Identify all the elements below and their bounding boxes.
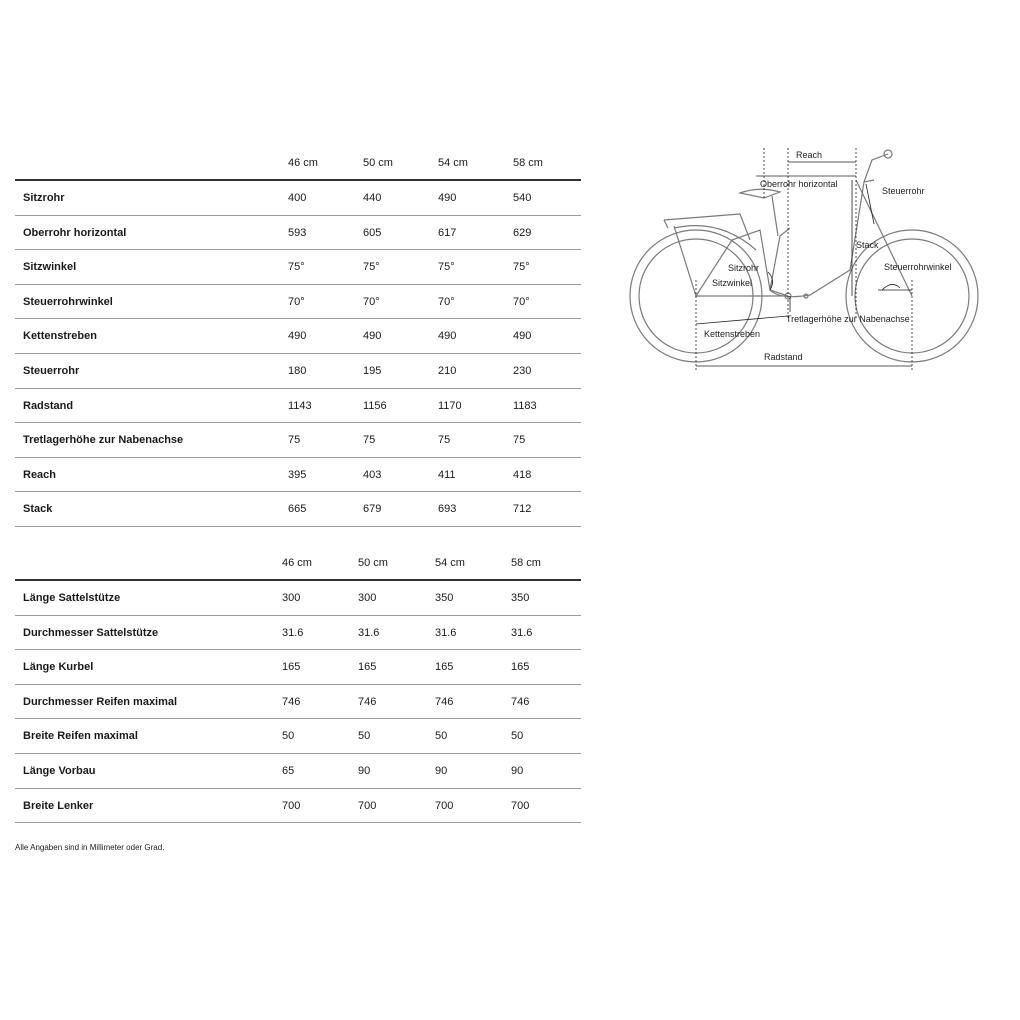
- cell-value: 165: [358, 661, 377, 674]
- cell-value: 180: [288, 364, 307, 377]
- cell-value: 31.6: [358, 626, 380, 639]
- label-steuerrohr: Steuerrohr: [882, 186, 925, 196]
- cell-value: 70°: [288, 295, 305, 308]
- cell-value: 629: [513, 226, 532, 239]
- cell-value: 50: [511, 730, 524, 743]
- table-row: [15, 789, 581, 824]
- footnote: Alle Angaben sind in Millimeter oder Grad.: [15, 843, 165, 852]
- table-row: [15, 216, 581, 251]
- cell-value: 395: [288, 468, 307, 481]
- label-steuerrohrwinkel: Steuerrohrwinkel: [884, 262, 952, 272]
- table-row: [15, 581, 581, 616]
- cell-value: 50: [435, 730, 448, 743]
- rear-fender: [674, 226, 756, 250]
- col-header-46: 46 cm: [282, 557, 312, 569]
- cell-value: 411: [438, 468, 456, 481]
- cell-value: 31.6: [511, 626, 533, 639]
- cell-value: 90: [511, 764, 524, 777]
- row-label: Durchmesser Sattelstütze: [23, 626, 159, 639]
- table-header: [15, 553, 581, 579]
- steuerrohrwinkel-arc: [882, 284, 900, 290]
- cell-value: 490: [438, 192, 457, 204]
- cell-value: 440: [363, 192, 382, 204]
- cell-value: 230: [513, 364, 532, 377]
- table-row: [15, 685, 581, 720]
- cell-value: 75°: [438, 261, 455, 274]
- table-row: [15, 754, 581, 789]
- cell-value: 490: [363, 330, 382, 343]
- label-tretlager: Tretlagerhöhe zur Nabenachse: [786, 314, 910, 324]
- row-label: Breite Reifen maximal: [23, 730, 138, 743]
- row-label: Sitzwinkel: [23, 261, 77, 274]
- cell-value: 90: [435, 764, 448, 777]
- cell-value: 75°: [513, 261, 530, 274]
- table-row: [15, 650, 581, 685]
- cell-value: 746: [511, 695, 530, 708]
- cell-value: 700: [282, 799, 301, 812]
- table-body: [15, 581, 581, 823]
- cell-value: 75°: [363, 261, 380, 274]
- cell-value: 746: [358, 695, 377, 708]
- row-label: Breite Lenker: [23, 799, 94, 812]
- cell-value: 617: [438, 226, 457, 239]
- cell-value: 1143: [288, 399, 312, 412]
- cell-value: 350: [435, 592, 454, 604]
- down-tube: [770, 180, 874, 297]
- cell-value: 700: [511, 799, 530, 812]
- table-row: [15, 458, 581, 493]
- table-row: [15, 719, 581, 754]
- table-row: [15, 492, 581, 527]
- cell-value: 746: [282, 695, 301, 708]
- table-row: [15, 423, 581, 458]
- cell-value: 50: [282, 730, 295, 743]
- col-header-54: 54 cm: [435, 557, 465, 569]
- label-oberrohr: Oberrohr horizontal: [760, 179, 838, 189]
- cell-value: 1183: [513, 399, 537, 412]
- label-reach: Reach: [796, 150, 823, 160]
- label-sitzwinkel: Sitzwinkel: [712, 278, 753, 288]
- cell-value: 70°: [513, 295, 530, 308]
- cell-value: 593: [288, 226, 307, 239]
- seat-post: [772, 196, 778, 236]
- col-header-50: 50 cm: [358, 557, 388, 569]
- col-header-50: 50 cm: [363, 157, 393, 169]
- cell-value: 693: [438, 503, 457, 516]
- col-header-54: 54 cm: [438, 157, 468, 169]
- cell-value: 31.6: [282, 626, 304, 639]
- cell-value: 75°: [288, 261, 305, 274]
- cell-value: 165: [511, 661, 530, 674]
- cell-value: 1156: [363, 399, 387, 412]
- col-header-46: 46 cm: [288, 157, 318, 169]
- cell-value: 350: [511, 592, 530, 604]
- row-label: Kettenstreben: [23, 330, 97, 343]
- table-row: [15, 181, 581, 216]
- cell-value: 75: [513, 434, 526, 447]
- cell-value: 1170: [438, 399, 462, 412]
- col-header-58: 58 cm: [513, 157, 543, 169]
- label-sitzrohr: Sitzrohr: [728, 263, 760, 273]
- col-header-58: 58 cm: [511, 557, 541, 569]
- cell-value: 400: [288, 192, 307, 204]
- row-label: Tretlagerhöhe zur Nabenachse: [23, 434, 184, 447]
- table-row: [15, 389, 581, 424]
- cell-value: 700: [358, 799, 377, 812]
- fork: [856, 180, 912, 296]
- saddle: [740, 189, 780, 198]
- row-label: Reach: [23, 468, 57, 481]
- cell-value: 403: [363, 468, 382, 481]
- table-body: [15, 181, 581, 527]
- table-row: [15, 354, 581, 389]
- row-label: Länge Vorbau: [23, 764, 96, 777]
- cell-value: 665: [288, 503, 307, 516]
- table-row: [15, 250, 581, 285]
- table-row: [15, 616, 581, 651]
- components-table: [15, 553, 581, 823]
- cell-value: 210: [438, 364, 457, 377]
- cell-value: 746: [435, 695, 454, 708]
- cell-value: 50: [358, 730, 371, 743]
- row-label: Oberrohr horizontal: [23, 226, 127, 239]
- cell-value: 75: [438, 434, 451, 447]
- cell-value: 70°: [363, 295, 380, 308]
- row-label: Länge Kurbel: [23, 661, 94, 674]
- table-row: [15, 285, 581, 320]
- stem: [864, 154, 888, 182]
- cell-value: 70°: [438, 295, 455, 308]
- cell-value: 679: [363, 503, 382, 516]
- diagram-labels: [704, 150, 952, 362]
- row-label: Stack: [23, 503, 53, 516]
- geometry-table: [15, 153, 581, 527]
- cell-value: 712: [513, 503, 532, 516]
- cell-value: 490: [288, 330, 307, 343]
- cell-value: 90: [358, 764, 371, 777]
- table-row: [15, 319, 581, 354]
- cell-value: 195: [363, 364, 382, 377]
- cell-value: 605: [363, 226, 382, 239]
- cell-value: 540: [513, 192, 532, 204]
- cell-value: 31.6: [435, 626, 457, 639]
- cell-value: 490: [513, 330, 532, 343]
- row-label: Radstand: [23, 399, 74, 412]
- cell-value: 300: [358, 592, 377, 604]
- label-radstand: Radstand: [764, 352, 803, 362]
- row-label: Länge Sattelstütze: [23, 592, 121, 604]
- row-label: Steuerrohrwinkel: [23, 295, 113, 308]
- cell-value: 490: [438, 330, 457, 343]
- row-label: Steuerrohr: [23, 364, 80, 377]
- cell-value: 700: [435, 799, 454, 812]
- cell-value: 165: [282, 661, 301, 674]
- bike-geometry-diagram: [620, 140, 1000, 380]
- cell-value: 300: [282, 592, 301, 604]
- cell-value: 165: [435, 661, 454, 674]
- cell-value: 75: [288, 434, 301, 447]
- kettenstreben-dimension: [696, 316, 788, 324]
- cell-value: 418: [513, 468, 532, 481]
- label-kettenstreben: Kettenstreben: [704, 329, 761, 339]
- row-label: Sitzrohr: [23, 192, 65, 204]
- label-stack: Stack: [856, 240, 879, 250]
- seat-tube: [770, 228, 790, 290]
- cell-value: 65: [282, 764, 295, 777]
- cell-value: 75: [363, 434, 376, 447]
- table-header: [15, 153, 581, 179]
- row-label: Durchmesser Reifen maximal: [23, 695, 178, 708]
